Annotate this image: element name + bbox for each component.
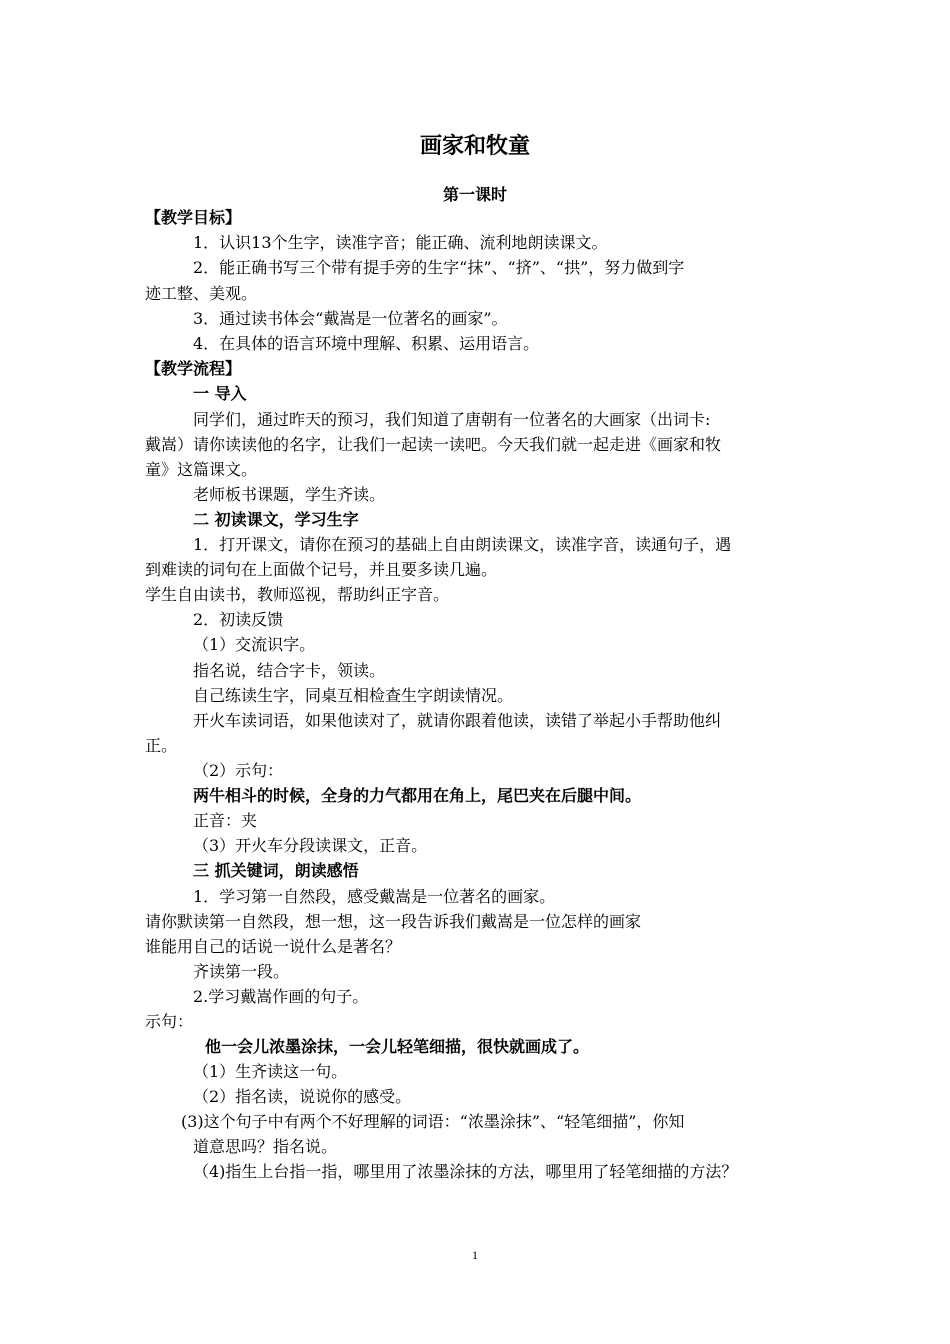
paragraph-line: （3）开火车分段读课文，正音。 bbox=[193, 836, 428, 855]
goal-item-2: 2．能正确书写三个带有提手旁的生字“抹”、“挤”、“拱”，努力做到字 bbox=[193, 258, 685, 277]
paragraph-line: 谁能用自己的话说一说什么是著名？ bbox=[145, 937, 402, 956]
paragraph-line: 1．打开课文，请你在预习的基础上自由朗读课文，读准字音，读通句子，遇 bbox=[193, 535, 732, 554]
example-sentence: 他一会儿浓墨涂抹，一会儿轻笔细描，很快就画成了。 bbox=[205, 1037, 590, 1056]
section-heading-goals: 【教学目标】 bbox=[145, 208, 242, 227]
paragraph-line: （2）指名读，说说你的感受。 bbox=[193, 1087, 412, 1106]
paragraph-line: 开火车读词语，如果他读对了，就请你跟着他读，读错了举起小手帮助他纠 bbox=[193, 711, 722, 730]
step-heading-1: 一 导入 bbox=[193, 384, 247, 403]
paragraph-line: 齐读第一段。 bbox=[193, 962, 290, 981]
goal-item-1: 1．认识13个生字，读准字音；能正确、流利地朗读课文。 bbox=[193, 233, 608, 252]
goal-item-4: 4．在具体的语言环境中理解、积累、运用语言。 bbox=[193, 334, 540, 353]
example-sentence: 两牛相斗的时候，全身的力气都用在角上，尾巴夹在后腿中间。 bbox=[193, 786, 642, 805]
paragraph-line: 老师板书课题，学生齐读。 bbox=[193, 485, 386, 504]
paragraph-line: 2.学习戴嵩作画的句子。 bbox=[193, 987, 369, 1006]
goal-item-3: 3．通过读书体会“戴嵩是一位著名的画家”。 bbox=[193, 309, 508, 328]
paragraph-line: 指名说，结合字卡，领读。 bbox=[193, 661, 386, 680]
paragraph-line: 戴嵩）请你读读他的名字，让我们一起读一读吧。今天我们就一起走进《画家和牧 bbox=[145, 435, 722, 454]
paragraph-line: （2）示句： bbox=[193, 761, 284, 780]
paragraph-line: 同学们，通过昨天的预习，我们知道了唐朝有一位著名的大画家（出词卡: bbox=[193, 410, 711, 429]
paragraph-line: (3)这个句子中有两个不好理解的词语：“浓墨涂抹”、“轻笔细描”，你知 bbox=[181, 1112, 685, 1131]
paragraph-line: 童》这篇课文。 bbox=[145, 460, 258, 479]
paragraph-line: （1）生齐读这一句。 bbox=[193, 1062, 348, 1081]
document-title: 画家和牧童 bbox=[419, 134, 530, 159]
section-heading-process: 【教学流程】 bbox=[145, 359, 242, 378]
paragraph-line: 到难读的词句在上面做个记号，并且要多读几遍。 bbox=[145, 560, 498, 579]
step-heading-3: 三 抓关键词，朗读感悟 bbox=[193, 861, 359, 880]
paragraph-line: 正。 bbox=[145, 736, 178, 755]
paragraph-line: （4)指生上台指一指，哪里用了浓墨涂抹的方法，哪里用了轻笔细描的方法？ bbox=[193, 1162, 738, 1181]
paragraph-line: 学生自由读书，教师巡视，帮助纠正字音。 bbox=[145, 585, 450, 604]
paragraph-line: 2．初读反馈 bbox=[193, 610, 284, 629]
paragraph-line: 1．学习第一自然段，感受戴嵩是一位著名的画家。 bbox=[193, 887, 556, 906]
page-number: 1 bbox=[472, 1248, 478, 1262]
paragraph-line: 请你默读第一自然段，想一想，这一段告诉我们戴嵩是一位怎样的画家 bbox=[145, 912, 642, 931]
step-heading-2: 二 初读课文，学习生字 bbox=[193, 510, 359, 529]
paragraph-line: 示句： bbox=[145, 1012, 194, 1031]
paragraph-line: 自己练读生字，同桌互相检查生字朗读情况。 bbox=[193, 686, 514, 705]
paragraph-line: 正音：夹 bbox=[193, 811, 258, 830]
lesson-subtitle: 第一课时 bbox=[442, 185, 507, 204]
paragraph-line: （1）交流识字。 bbox=[193, 635, 316, 654]
paragraph-line: 道意思吗？指名说。 bbox=[193, 1137, 338, 1156]
goal-item-2-cont: 迹工整、美观。 bbox=[145, 284, 258, 303]
